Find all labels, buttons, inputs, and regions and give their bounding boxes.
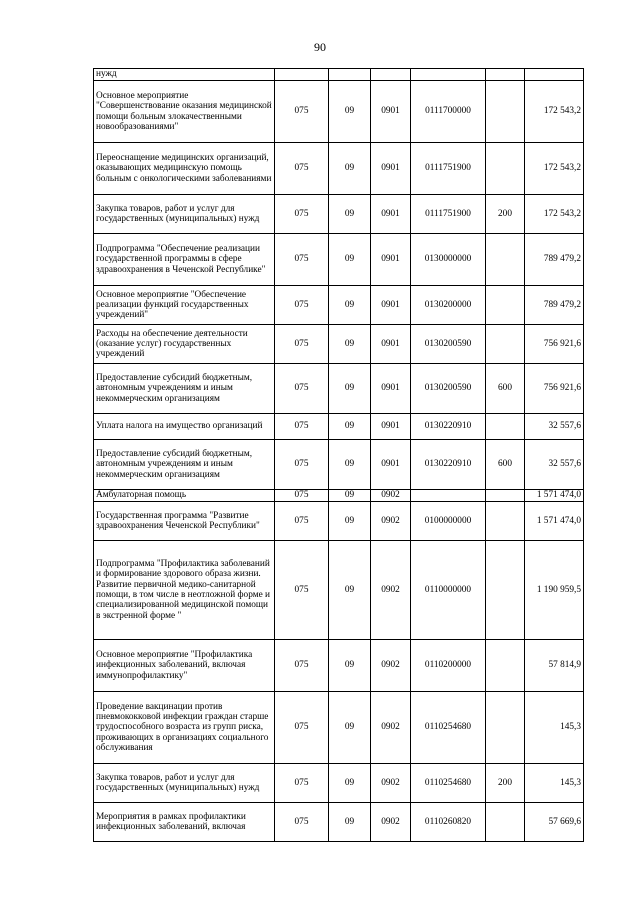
- cell-rz: [329, 69, 371, 81]
- table-row: [94, 234, 584, 286]
- cell-rz: 09: [329, 502, 371, 541]
- cell-sum: [525, 69, 584, 81]
- table-row: [94, 640, 584, 692]
- table-row: [94, 414, 584, 440]
- table-body: [94, 69, 584, 842]
- cell-pr: 0901: [371, 195, 411, 234]
- cell-vr: 200: [486, 764, 525, 803]
- cell-gr: 075: [275, 764, 329, 803]
- cell-cs: [411, 69, 486, 81]
- cell-vr: [486, 325, 525, 364]
- cell-pr: 0901: [371, 440, 411, 490]
- cell-cs: 0111751900: [411, 195, 486, 234]
- cell-gr: 075: [275, 692, 329, 764]
- cell-rz: 09: [329, 541, 371, 640]
- table-row: [94, 364, 584, 414]
- table-row: [94, 803, 584, 842]
- cell-name: Основное мероприятие "Обеспечение реализации функций государственных учреждений": [94, 286, 275, 325]
- cell-name: Уплата налога на имущество организаций: [94, 414, 275, 440]
- cell-name: Закупка товаров, работ и услуг для государственных (муниципальных) нужд: [94, 195, 275, 234]
- cell-cs: 0130000000: [411, 234, 486, 286]
- cell-rz: 09: [329, 81, 371, 143]
- cell-cs: [411, 490, 486, 502]
- cell-vr: [486, 803, 525, 842]
- cell-sum: 172 543,2: [525, 81, 584, 143]
- cell-pr: 0902: [371, 502, 411, 541]
- cell-vr: [486, 234, 525, 286]
- cell-rz: 09: [329, 195, 371, 234]
- cell-rz: 09: [329, 364, 371, 414]
- cell-vr: [486, 692, 525, 764]
- cell-rz: 09: [329, 764, 371, 803]
- cell-name: Основное мероприятие "Совершенствование оказания медицинской помощи больным злокачественными новообразованиями": [94, 81, 275, 143]
- cell-rz: 09: [329, 440, 371, 490]
- table-row: [94, 502, 584, 541]
- cell-rz: 09: [329, 490, 371, 502]
- cell-sum: 172 543,2: [525, 195, 584, 234]
- cell-sum: 57 669,6: [525, 803, 584, 842]
- cell-rz: 09: [329, 803, 371, 842]
- cell-vr: 600: [486, 440, 525, 490]
- cell-gr: 075: [275, 640, 329, 692]
- cell-cs: 0130200000: [411, 286, 486, 325]
- page-number: 90: [314, 40, 326, 54]
- cell-pr: 0902: [371, 541, 411, 640]
- cell-sum: 1 571 474,0: [525, 502, 584, 541]
- cell-vr: [486, 69, 525, 81]
- cell-gr: 075: [275, 502, 329, 541]
- cell-gr: 075: [275, 143, 329, 195]
- cell-pr: 0901: [371, 81, 411, 143]
- cell-pr: 0901: [371, 286, 411, 325]
- table-row: [94, 692, 584, 764]
- cell-pr: 0902: [371, 692, 411, 764]
- cell-pr: 0902: [371, 764, 411, 803]
- cell-gr: 075: [275, 490, 329, 502]
- cell-vr: 600: [486, 364, 525, 414]
- cell-pr: 0901: [371, 325, 411, 364]
- cell-sum: 145,3: [525, 764, 584, 803]
- cell-pr: 0902: [371, 803, 411, 842]
- cell-vr: [486, 143, 525, 195]
- cell-pr: [371, 69, 411, 81]
- cell-pr: 0901: [371, 143, 411, 195]
- cell-name: Амбулаторная помощь: [94, 490, 275, 502]
- cell-gr: 075: [275, 195, 329, 234]
- cell-cs: 0111751900: [411, 143, 486, 195]
- table-row: [94, 195, 584, 234]
- cell-name: Закупка товаров, работ и услуг для государственных (муниципальных) нужд: [94, 764, 275, 803]
- cell-gr: 075: [275, 325, 329, 364]
- cell-vr: [486, 502, 525, 541]
- table-row: [94, 286, 584, 325]
- table-row: [94, 325, 584, 364]
- cell-cs: 0130200590: [411, 325, 486, 364]
- table-row: [94, 490, 584, 502]
- cell-gr: 075: [275, 286, 329, 325]
- cell-gr: 075: [275, 803, 329, 842]
- cell-cs: 0100000000: [411, 502, 486, 541]
- cell-cs: 0111700000: [411, 81, 486, 143]
- cell-gr: 075: [275, 440, 329, 490]
- cell-cs: 0110000000: [411, 541, 486, 640]
- cell-vr: 200: [486, 195, 525, 234]
- table-row: [94, 764, 584, 803]
- table-row: [94, 143, 584, 195]
- cell-sum: 32 557,6: [525, 414, 584, 440]
- cell-name: Мероприятия в рамках профилактики инфекционных заболеваний, включая: [94, 803, 275, 842]
- cell-vr: [486, 640, 525, 692]
- table-row: [94, 440, 584, 490]
- cell-cs: 0130220910: [411, 440, 486, 490]
- cell-vr: [486, 541, 525, 640]
- cell-pr: 0901: [371, 364, 411, 414]
- cell-name: Государственная программа "Развитие здравоохранения Чеченской Республики": [94, 502, 275, 541]
- cell-sum: 756 921,6: [525, 325, 584, 364]
- cell-name: Переоснащение медицинских организаций, оказывающих медицинскую помощь больным с онкологическими заболеваниями: [94, 143, 275, 195]
- cell-cs: 0110254680: [411, 764, 486, 803]
- cell-cs: 0130220910: [411, 414, 486, 440]
- cell-cs: 0130200590: [411, 364, 486, 414]
- table-row: [94, 541, 584, 640]
- cell-gr: 075: [275, 234, 329, 286]
- cell-name: Расходы на обеспечение деятельности (оказание услуг) государственных учреждений: [94, 325, 275, 364]
- cell-pr: 0902: [371, 490, 411, 502]
- cell-vr: [486, 81, 525, 143]
- cell-rz: 09: [329, 325, 371, 364]
- cell-rz: 09: [329, 143, 371, 195]
- cell-gr: 075: [275, 414, 329, 440]
- cell-cs: 0110200000: [411, 640, 486, 692]
- table-row: [94, 81, 584, 143]
- cell-sum: 57 814,9: [525, 640, 584, 692]
- cell-sum: 756 921,6: [525, 364, 584, 414]
- cell-vr: [486, 490, 525, 502]
- cell-sum: 145,3: [525, 692, 584, 764]
- cell-cs: 0110260820: [411, 803, 486, 842]
- cell-sum: 1 571 474,0: [525, 490, 584, 502]
- cell-rz: 09: [329, 640, 371, 692]
- cell-sum: 789 479,2: [525, 234, 584, 286]
- budget-table: [93, 68, 584, 842]
- cell-pr: 0902: [371, 640, 411, 692]
- cell-pr: 0901: [371, 234, 411, 286]
- cell-rz: 09: [329, 286, 371, 325]
- cell-gr: [275, 69, 329, 81]
- cell-gr: 075: [275, 364, 329, 414]
- cell-cs: 0110254680: [411, 692, 486, 764]
- cell-rz: 09: [329, 414, 371, 440]
- table-row: [94, 69, 584, 81]
- cell-name: нужд: [94, 69, 275, 81]
- cell-name: Предоставление субсидий бюджетным, автономным учреждениям и иным некоммерческим организациям: [94, 440, 275, 490]
- cell-rz: 09: [329, 692, 371, 764]
- cell-name: Основное мероприятие "Профилактика инфекционных заболеваний, включая иммунопрофилактику": [94, 640, 275, 692]
- cell-sum: 32 557,6: [525, 440, 584, 490]
- cell-name: Подпрограмма "Профилактика заболеваний и формирование здорового образа жизни. Развитие первичной медико-санитарной помощи, в том числе в неотложной форме и специализированной медицинской помощи в экстренной форме ": [94, 541, 275, 640]
- cell-name: Проведение вакцинации против пневмококковой инфекции граждан старше трудоспособного возраста из групп риска, проживающих в организациях социального обслуживания: [94, 692, 275, 764]
- cell-gr: 075: [275, 81, 329, 143]
- cell-vr: [486, 286, 525, 325]
- cell-sum: 1 190 959,5: [525, 541, 584, 640]
- cell-vr: [486, 414, 525, 440]
- cell-sum: 172 543,2: [525, 143, 584, 195]
- cell-rz: 09: [329, 234, 371, 286]
- cell-sum: 789 479,2: [525, 286, 584, 325]
- cell-name: Предоставление субсидий бюджетным, автономным учреждениям и иным некоммерческим организациям: [94, 364, 275, 414]
- cell-gr: 075: [275, 541, 329, 640]
- cell-name: Подпрограмма "Обеспечение реализации государственной программы в сфере здравоохранения в Чеченской Республике": [94, 234, 275, 286]
- cell-pr: 0901: [371, 414, 411, 440]
